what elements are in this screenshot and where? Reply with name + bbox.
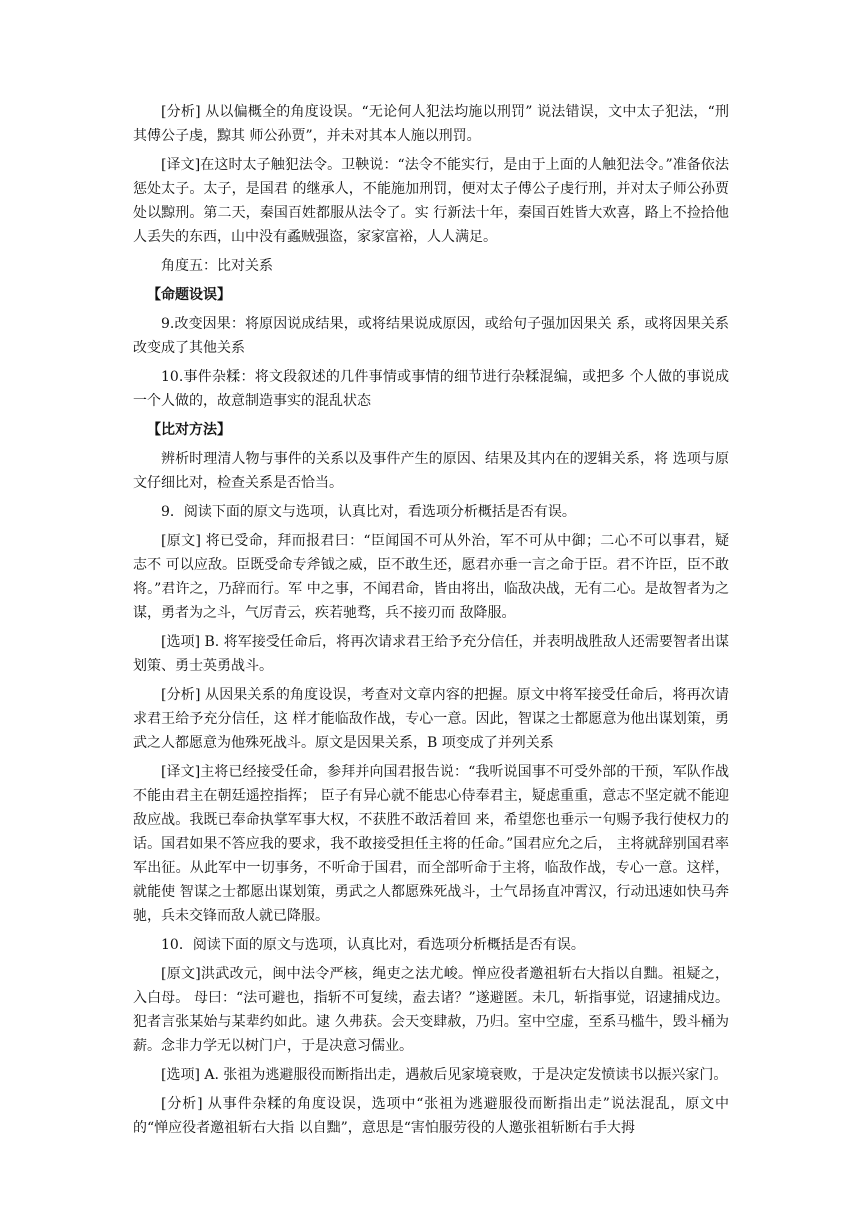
method-paragraph: 辨析时理清人物与事件的关系以及事件产生的原因、结果及其内在的逻辑关系，将 选项与原文仔细比对，检查关系是否恰当。 [133,451,729,491]
exercise-9-analysis: [分析] 从因果关系的角度设误，考查对文章内容的把握。原文中将军接受任命后，将再次请求君王给予充分信任，这 样才能临敌作战，专心一意。因此，智谋之士都愿意为他出谋划策，勇武之人都愿意为他殊死战斗。原文是因果关系，B 项变成了并列关系 [133,687,729,751]
error-type-9: 9.改变因果：将原因说成结果，或将结果说成原因，或给句子强加因果关 系，或将因果关系改变成了其他关系 [133,316,729,356]
heading-comparison-method: 【比对方法】 [147,422,231,438]
exercise-10-option: [选项] A. 张祖为逃避服役而断指出走，遇赦后见家境衰败，于是决定发愤读书以振兴家门。 [161,1067,728,1083]
exercise-9-prompt: 9．阅读下面的原文与选项，认真比对，看选项分析概括是否有误。 [161,504,576,520]
document-page [133,100,729,1145]
exercise-9-option: [选项] B. 将军接受任命后，将再次请求君王给予充分信任，并表明战胜敌人还需要智者出谋划策、勇士英勇战斗。 [133,634,729,674]
exercise-10-prompt: 10．阅读下面的原文与选项，认真比对，看选项分析概括是否有误。 [161,937,585,953]
section-heading-angle-five: 角度五：比对关系 [161,258,273,274]
exercise-10-original: [原文]洪武改元，闽中法令严核，绳吏之法尤峻。惮应役者邀祖斩右大指以自黜。祖疑之，入白母。 母曰：“法可避也，指斩不可复续，盍去诸？”遂避匿。未几，斩指事觉，诏逮捕戍边。犯者言张某始与某辈约如此。逮 久弗获。会天变肆赦，乃归。室中空虚，至系马槛牛，毁斗桶为薪。念非力学无以树门户，于是决意习儒业。 [133,966,729,1054]
error-type-10: 10.事件杂糅：将文段叙述的几件事情或事情的细节进行杂糅混编，或把多 个人做的事说成一个人做的，故意制造事实的混乱状态 [133,369,729,409]
exercise-9-original: [原文] 将已受命，拜而报君曰：“臣闻国不可从外治，军不可从中御；二心不可以事君，疑志不 可以应敌。臣既受命专斧钺之威，臣不敢生还，愿君亦垂一言之命于臣。君不许臣，臣不敢将。”君许之，乃辞而行。军 中之事，不闻君命，皆由将出，临敌决战，无有二心。是故智者为之谋，勇者为之斗，气厉青云，疾若驰骛，兵不接刃而 敌降服。 [133,533,729,621]
exercise-10-analysis: [分析] 从事件杂糅的角度设误，选项中“张祖为逃避服役而断指出走”说法混乱，原文中的“惮应役者邀祖斩右大指 以自黜”，意思是“害怕服劳役的人邀张祖斩断右手大拇 [133,1096,729,1136]
translation-paragraph-1: [译文]在这时太子触犯法令。卫鞅说：“法令不能实行，是由于上面的人触犯法令。”准备依法惩处太子。太子，是国君 的继承人，不能施加刑罚，便对太子傅公子虔行刑，并对太子师公孙贾处以黥刑。第二天，秦国百姓都服从法令了。实 行新法十年，秦国百姓皆大欢喜，路上不捡拾他人丢失的东西，山中没有蟊贼强盗，家家富裕，人人满足。 [133,157,729,245]
exercise-9-translation: [译文]主将已经接受任命，参拜并向国君报告说：“我听说国事不可受外部的干预，军队作战不能由君主在朝廷遥控指挥； 臣子有异心就不能忠心侍奉君主，疑虑重重，意志不坚定就不能迎敌应战。我既已奉命执掌军事大权，不获胜不敢活着回 来，希望您也垂示一句赐予我行使权力的话。国君如果不答应我的要求，我不敢接受担任主将的任命。”国君应允之后， 主将就辞别国君率军出征。从此军中一切事务，不听命于国君，而全部听命于主将，临敌作战，专心一意。这样，就能使 智谋之士都愿出谋划策，勇武之人都愿殊死战斗，士气昂扬直冲霄汉，行动迅速如快马奔驰，兵未交锋而敌人就已降服。 [133,764,729,924]
heading-proposition-errors: 【命题设误】 [147,287,231,303]
analysis-paragraph-1: [分析] 从以偏概全的角度设误。“无论何人犯法均施以刑罚” 说法错误，文中太子犯法，“刑其傅公子虔，黥其 师公孙贾”，并未对其本人施以刑罚。 [133,104,729,144]
